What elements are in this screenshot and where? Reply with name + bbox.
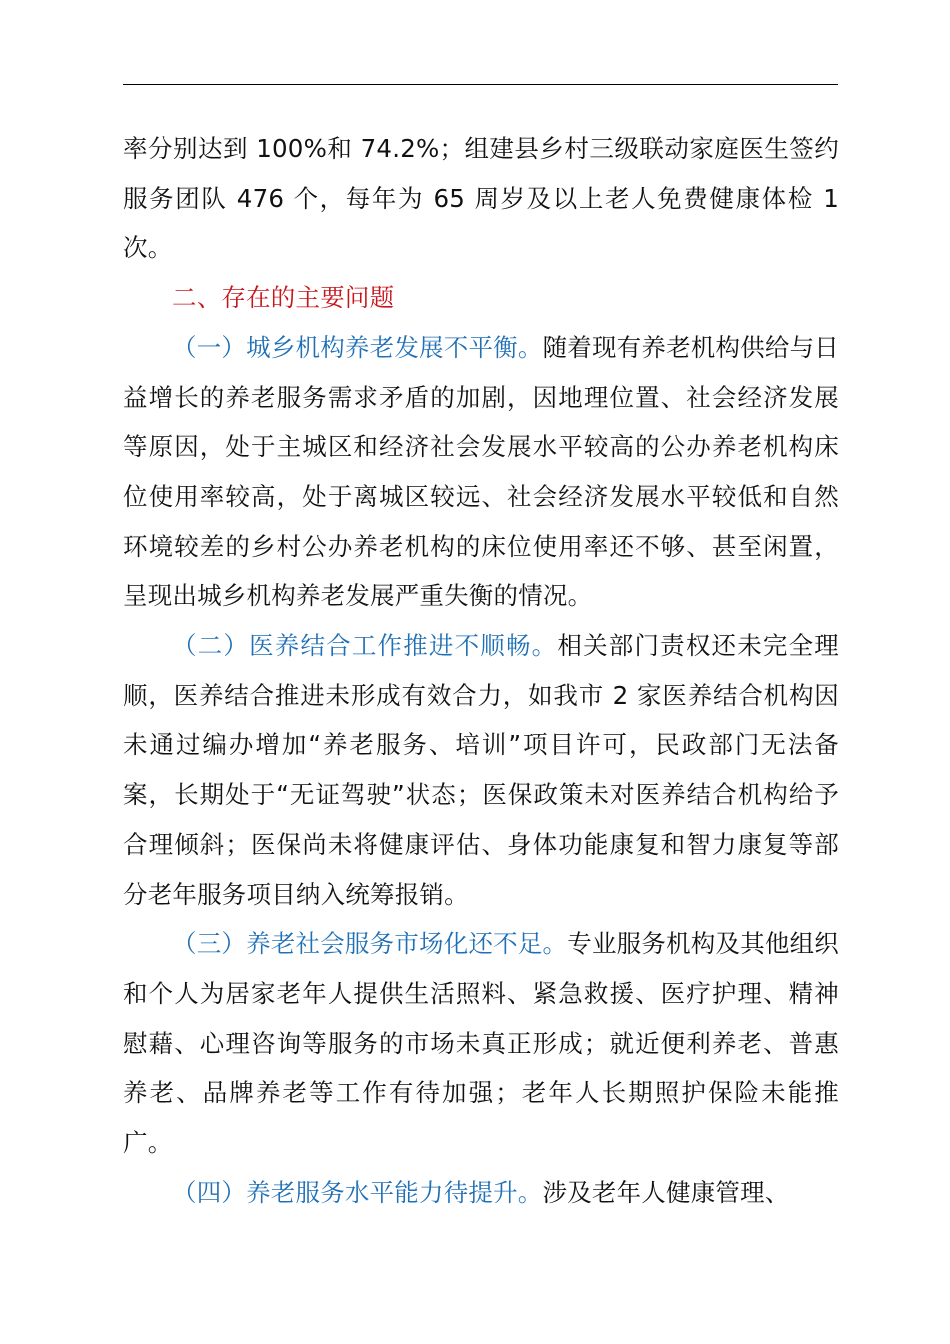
paragraph-lead: （三）养老社会服务市场化还不足。 — [172, 929, 568, 959]
paragraph-lead: （一）城乡机构养老发展不平衡。 — [172, 332, 543, 362]
section-heading — [123, 273, 839, 323]
paragraph-text: 随着现有养老机构供给与日益增长的养老服务需求矛盾的加剧，因地理位置、社会经济发展等原因，处于主城区和经济社会发展水平较高的公办养老机构床位使用率较高，处于离城区较远、社会经济发展水平较低和自然环境较差的乡村公办养老机构的床位使用率还不够、甚至闲置，呈现出城乡机构养老发展严重失衡的情况。 — [123, 332, 840, 611]
paragraph-issue-1 — [123, 323, 839, 621]
paragraph-issue-4 — [123, 1168, 839, 1218]
paragraph-issue-3 — [123, 919, 839, 1168]
paragraph-text: 率分别达到 100%和 74.2%；组建县乡村三级联动家庭医生签约服务团队 476 个，每年为 65 周岁及以上老人免费健康体检 1 次。 — [123, 134, 839, 263]
paragraph-continued — [123, 124, 839, 273]
document-body — [123, 124, 839, 1217]
paragraph-text: 相关部门责权还未完全理顺，医养结合推进未形成有效合力，如我市 2 家医养结合机构因未通过编办增加“养老服务、培训”项目许可，民政部门无法备案，长期处于“无证驾驶”状态；医保政策未对医养结合机构给予合理倾斜；医保尚未将健康评估、身体功能康复和智力康复等部分老年服务项目纳入统筹报销。 — [123, 631, 840, 909]
paragraph-text: 涉及老年人健康管理、 — [542, 1177, 790, 1207]
section-heading-text: 二、存在的主要问题 — [172, 283, 395, 313]
paragraph-lead: （四）养老服务水平能力待提升。 — [172, 1177, 543, 1207]
header-rule — [123, 84, 838, 85]
paragraph-text: 专业服务机构及其他组织和个人为居家老年人提供生活照料、紧急救援、医疗护理、精神慰藉、心理咨询等服务的市场未真正形成；就近便利养老、普惠养老、品牌养老等工作有待加强；老年人长期照护保险未能推广。 — [123, 929, 840, 1158]
paragraph-lead: （二）医养结合工作推进不顺畅。 — [172, 631, 558, 661]
paragraph-issue-2 — [123, 621, 839, 919]
